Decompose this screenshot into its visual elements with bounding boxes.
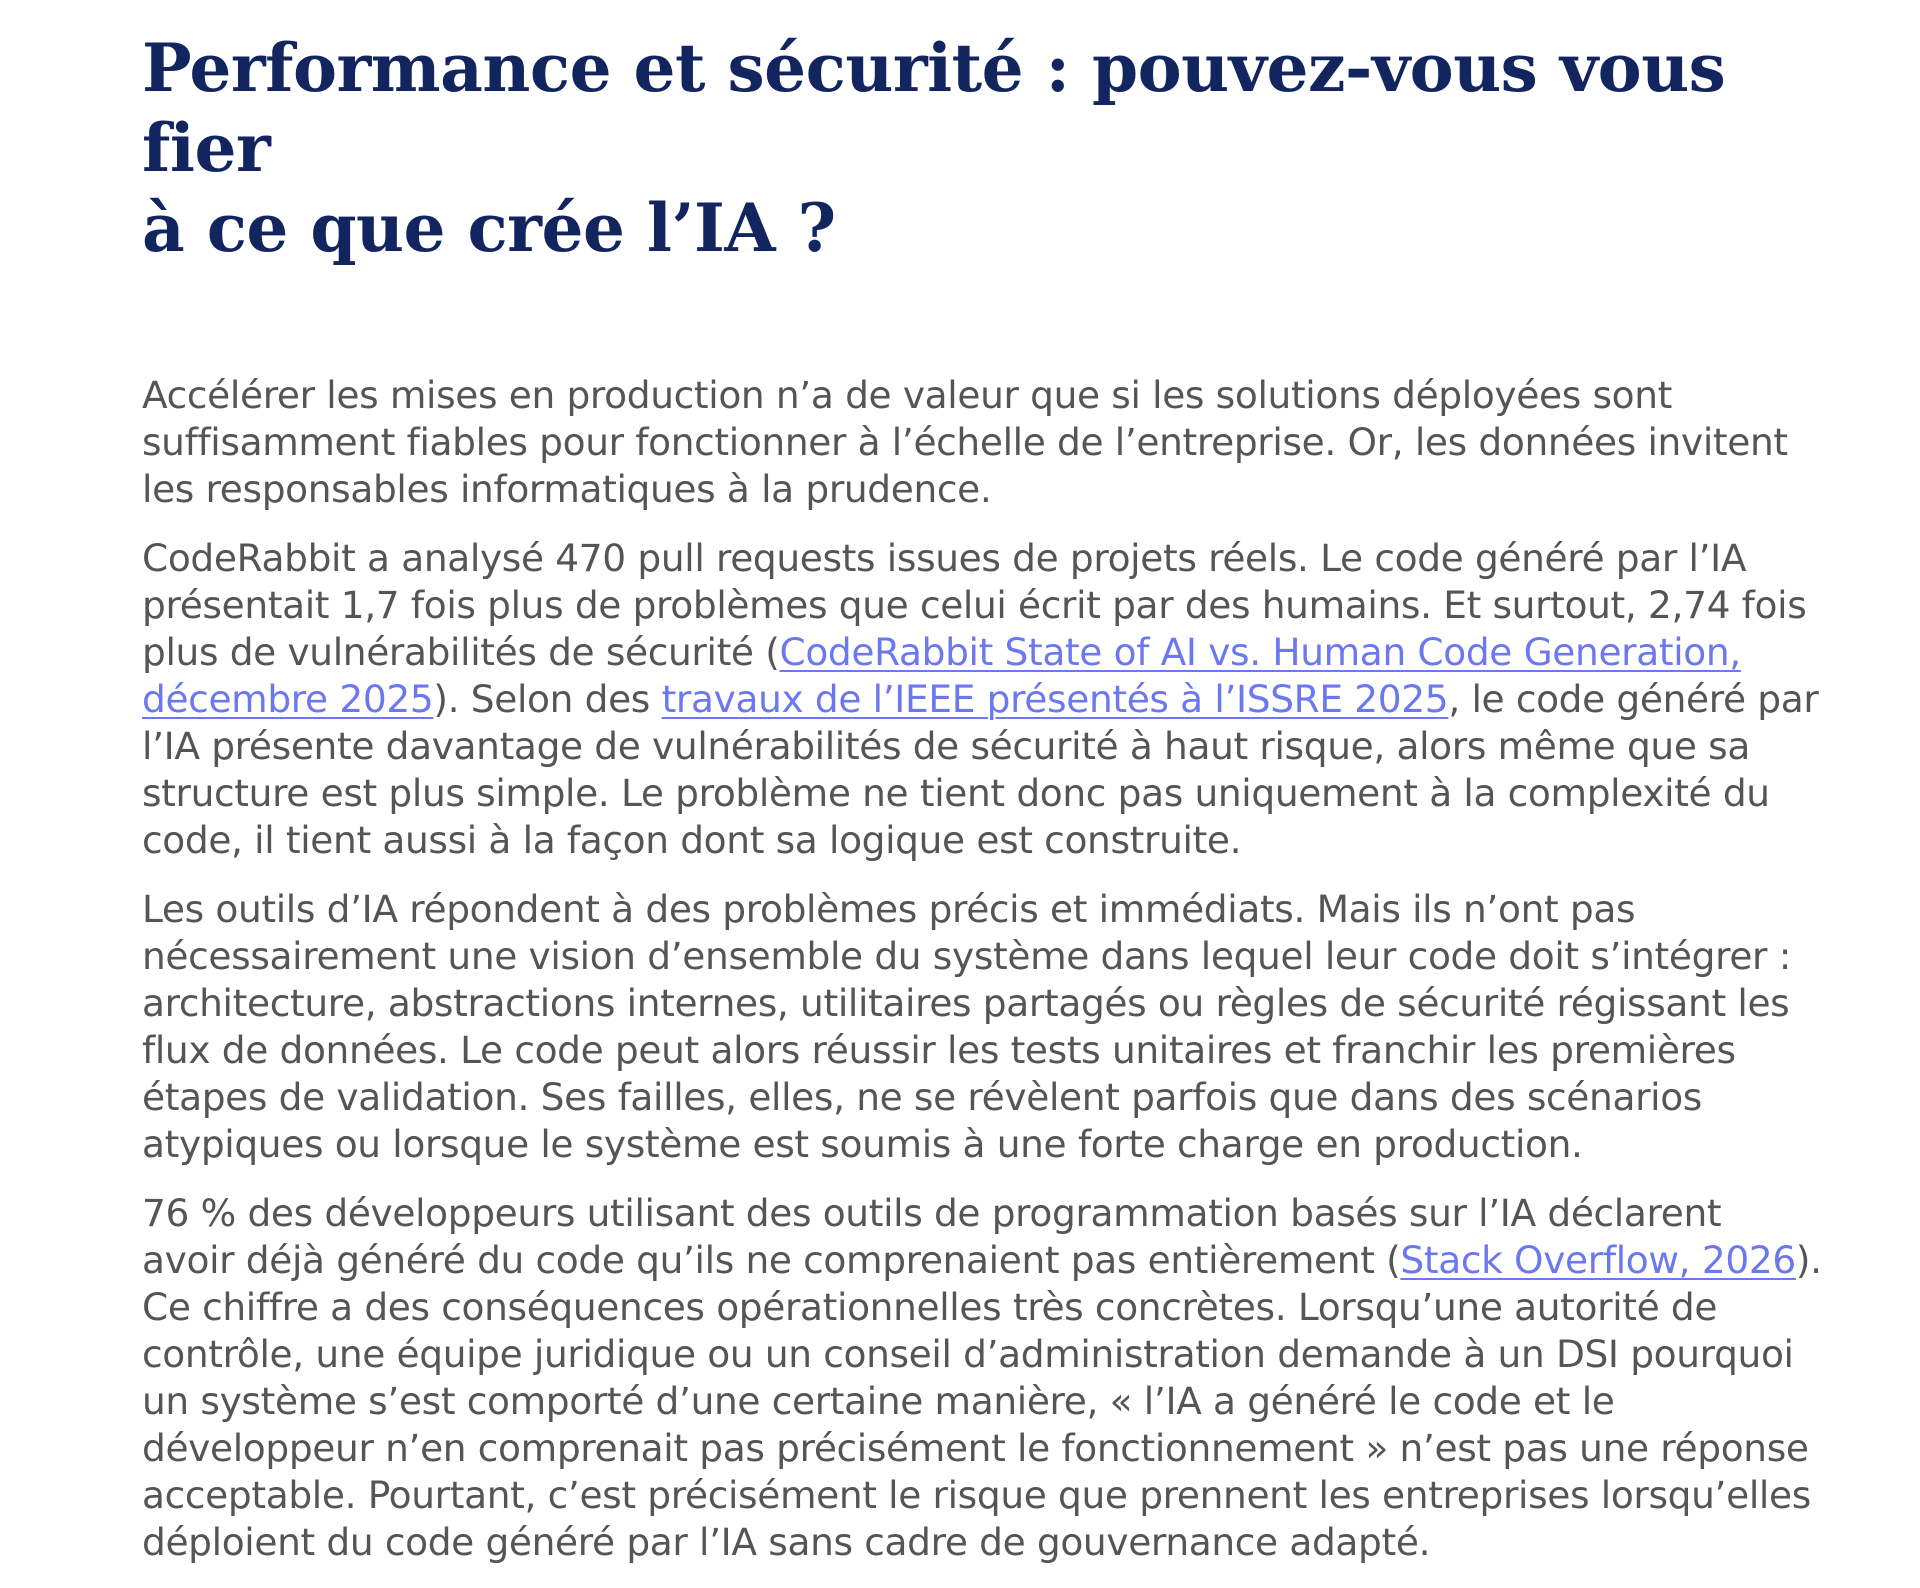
- paragraph-ai-tools: [142, 886, 1802, 1168]
- text-line: Accélérer les mises en production n’a de valeur que si les solutions déployées sont: [142, 373, 1673, 417]
- text-line: plus de vulnérabilités de sécurité (: [142, 630, 780, 674]
- text-line: avoir déjà généré du code qu’ils ne comprenaient pas entièrement (: [142, 1238, 1401, 1282]
- text-line: acceptable. Pourtant, c’est précisément le risque que prennent les entreprises lorsqu’elles: [142, 1473, 1811, 1517]
- paragraph-intro: [142, 372, 1802, 513]
- text-line: architecture, abstractions internes, utilitaires partagés ou règles de sécurité régissant les: [142, 981, 1790, 1025]
- article-body: [142, 372, 1822, 1566]
- title-line: à ce que crée l’IA ?: [142, 189, 836, 267]
- text-line: nécessairement une vision d’ensemble du système dans lequel leur code doit s’intégrer :: [142, 934, 1791, 978]
- ieee-issre-link[interactable]: travaux de l’IEEE présentés à l’ISSRE 2025: [661, 677, 1449, 721]
- article-title: [142, 28, 1802, 268]
- text-line: , le code généré par: [1448, 677, 1819, 721]
- text-line: présentait 1,7 fois plus de problèmes que celui écrit par des humains. Et surtout, 2,74 fois: [142, 583, 1807, 627]
- text-line: 76 % des développeurs utilisant des outils de programmation basés sur l’IA déclarent: [142, 1191, 1722, 1235]
- text-line: développeur n’en comprenait pas précisément le fonctionnement » n’est pas une réponse: [142, 1426, 1809, 1470]
- text-line: contrôle, une équipe juridique ou un conseil d’administration demande à un DSI pourquoi: [142, 1332, 1794, 1376]
- paragraph-developers: [142, 1190, 1822, 1566]
- text-line: un système s’est comporté d’une certaine manière, « l’IA a généré le code et le: [142, 1379, 1615, 1423]
- text-line: atypiques ou lorsque le système est soumis à une forte charge en production.: [142, 1122, 1583, 1166]
- text-line: suffisamment fiables pour fonctionner à l’échelle de l’entreprise. Or, les données invitent: [142, 420, 1788, 464]
- text-line: ). Selon des: [433, 677, 662, 721]
- text-line: déploient du code généré par l’IA sans cadre de gouvernance adapté.: [142, 1520, 1431, 1564]
- text-line: Ce chiffre a des conséquences opérationnelles très concrètes. Lorsqu’une autorité de: [142, 1285, 1718, 1329]
- title-line: Performance et sécurité : pouvez-vous vous fier: [142, 29, 1726, 187]
- text-line: CodeRabbit a analysé 470 pull requests issues de projets réels. Le code généré par l’IA: [142, 536, 1747, 580]
- article: [142, 28, 1822, 1588]
- text-line: code, il tient aussi à la façon dont sa logique est construite.: [142, 818, 1242, 862]
- text-line: étapes de validation. Ses failles, elles, ne se révèlent parfois que dans des scénarios: [142, 1075, 1702, 1119]
- text-line: flux de données. Le code peut alors réussir les tests unitaires et franchir les premières: [142, 1028, 1736, 1072]
- paragraph-coderabbit: [142, 535, 1819, 864]
- text-line: Les outils d’IA répondent à des problèmes précis et immédiats. Mais ils n’ont pas: [142, 887, 1636, 931]
- coderabbit-report-link[interactable]: CodeRabbit State of AI vs. Human Code Generation, décembre 2025: [142, 630, 1741, 721]
- text-line: l’IA présente davantage de vulnérabilités de sécurité à haut risque, alors même que sa: [142, 724, 1750, 768]
- text-line: structure est plus simple. Le problème ne tient donc pas uniquement à la complexité du: [142, 771, 1770, 815]
- text-line: les responsables informatiques à la prudence.: [142, 467, 992, 511]
- text-line: ).: [1795, 1238, 1822, 1282]
- stack-overflow-link[interactable]: Stack Overflow, 2026: [1400, 1238, 1796, 1282]
